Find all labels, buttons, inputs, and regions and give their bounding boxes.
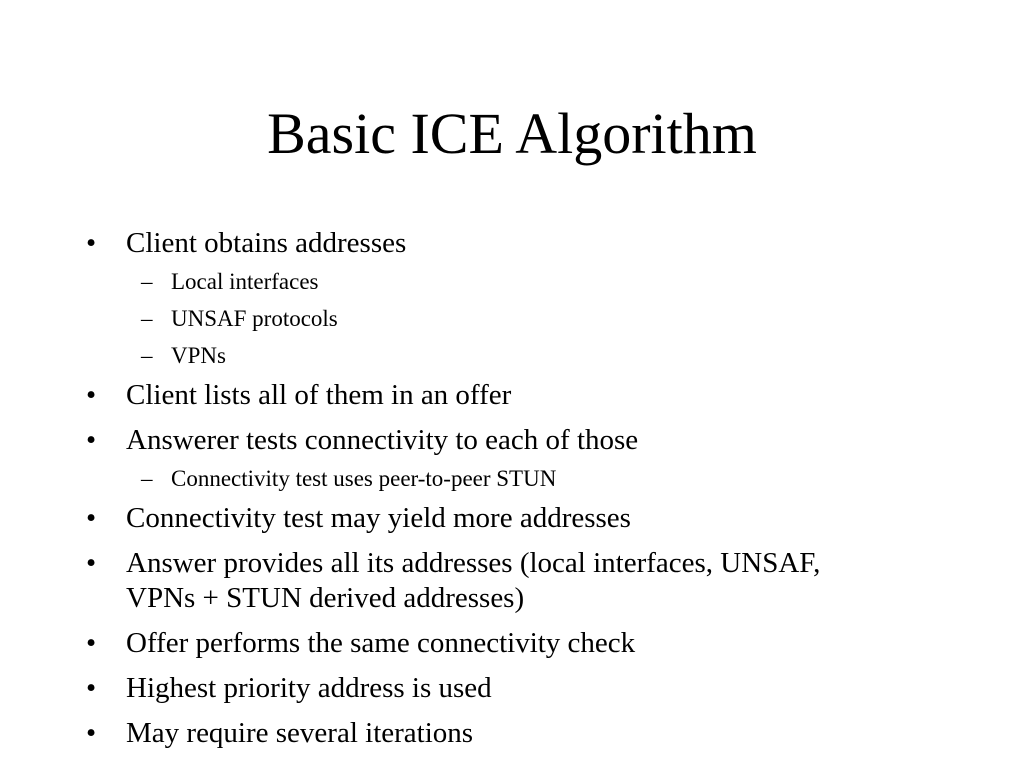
bullet-highest-priority xyxy=(86,671,886,706)
bullet-text: Answerer tests connectivity to each of those xyxy=(126,424,639,456)
bullet-offer-performs-check xyxy=(86,626,886,661)
bullet-client-obtains-addresses xyxy=(86,226,886,261)
slide-body xyxy=(0,226,1024,751)
slide-title: Basic ICE Algorithm xyxy=(267,101,757,166)
bullet-connectivity-test-more-addresses xyxy=(86,501,886,536)
sub-bullet-text: Connectivity test uses peer-to-peer STUN xyxy=(171,466,557,491)
bullet-marker: • xyxy=(86,227,97,259)
bullet-answer-provides-addresses xyxy=(86,546,886,616)
sub-bullet-local-interfaces xyxy=(141,267,871,296)
sub-bullet-vpns xyxy=(141,341,871,370)
bullet-marker: • xyxy=(86,672,97,704)
bullet-marker: • xyxy=(86,627,97,659)
bullet-text: Answer provides all its addresses (local interfaces, UNSAF, VPNs + STUN derived addresses) xyxy=(126,547,821,614)
bullet-marker: • xyxy=(86,547,97,579)
bullet-marker: • xyxy=(86,424,97,456)
bullet-text: Client lists all of them in an offer xyxy=(126,379,512,411)
sub-bullet-marker: – xyxy=(141,269,153,294)
sub-bullet-text: VPNs xyxy=(171,343,226,368)
bullet-answerer-tests-connectivity xyxy=(86,423,886,458)
bullet-several-iterations xyxy=(86,716,886,751)
sub-bullet-text: UNSAF protocols xyxy=(171,306,338,331)
bullet-client-lists-offer xyxy=(86,378,886,413)
sub-bullet-peer-to-peer-stun xyxy=(141,464,871,493)
bullet-text: May require several iterations xyxy=(126,717,474,749)
sub-bullet-text: Local interfaces xyxy=(171,269,319,294)
bullet-text: Connectivity test may yield more addresses xyxy=(126,502,631,534)
sub-bullet-marker: – xyxy=(141,306,153,331)
bullet-text: Highest priority address is used xyxy=(126,672,492,704)
bullet-text: Offer performs the same connectivity check xyxy=(126,627,636,659)
bullet-text: Client obtains addresses xyxy=(126,227,407,259)
bullet-marker: • xyxy=(86,379,97,411)
sub-bullet-unsaf-protocols xyxy=(141,304,871,333)
sub-bullet-marker: – xyxy=(141,466,153,491)
sub-bullet-marker: – xyxy=(141,343,153,368)
bullet-marker: • xyxy=(86,502,97,534)
bullet-marker: • xyxy=(86,717,97,749)
